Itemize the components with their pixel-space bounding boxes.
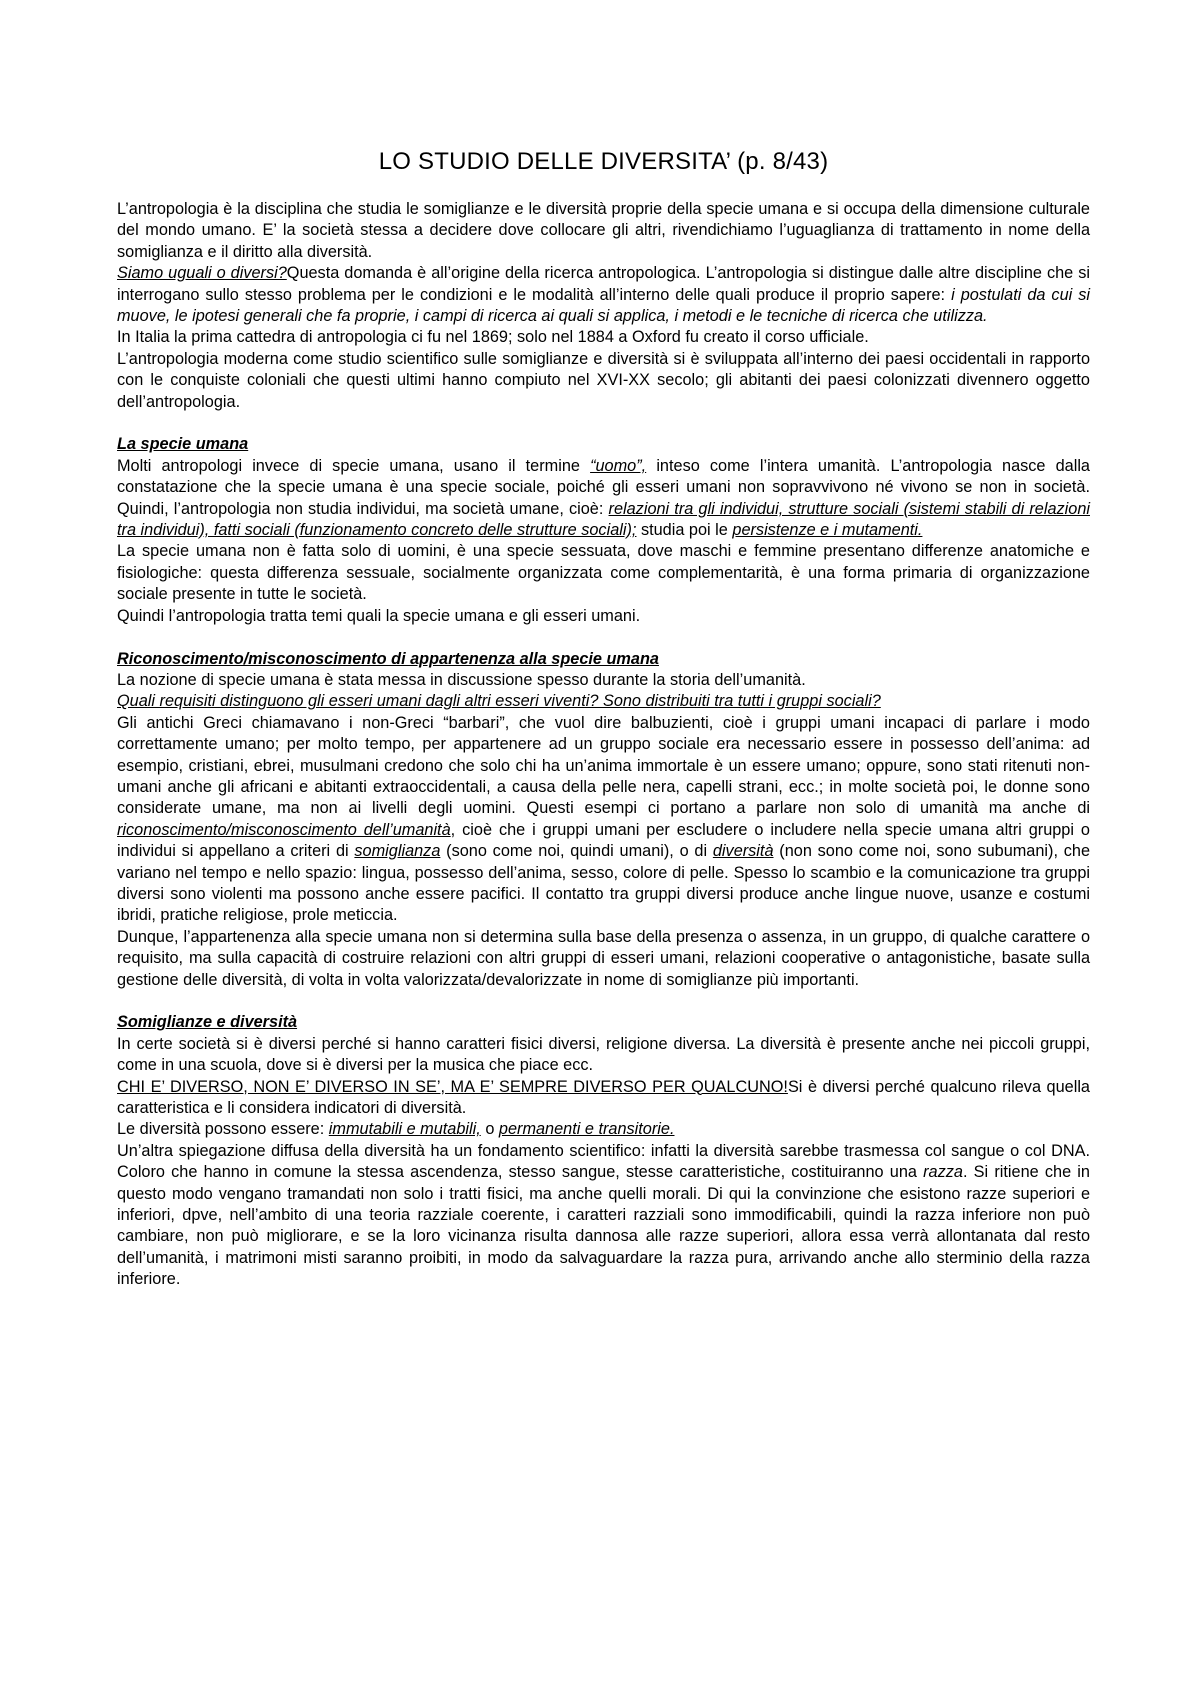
paragraph [117,1119,1090,1140]
paragraph [117,691,1090,712]
emphasized-question: Siamo uguali o diversi? [117,264,287,283]
paragraph [117,1034,1090,1077]
paragraph [117,1077,1090,1120]
text-run: o [480,1120,499,1139]
text-run: inteso come l’intera umanità. L’antropologia nasce dalla constatazione che la specie umana è una specie sociale, poiché gli esseri umani non sopravvivono né vivono se non in società. Quindi, l’antropologia non studia individui, ma società umane, cioè: [117,456,1090,518]
section-heading [117,1012,1090,1033]
text-run: In Italia la prima cattedra di antropologia ci fu nel 1869; solo nel 1884 a Oxford fu creato il corso ufficiale. [117,328,869,347]
emphasized-term: persistenze e i mutamenti. [732,521,923,540]
paragraph [117,1141,1090,1291]
emphasized-term: immutabili e mutabili, [328,1120,481,1139]
text-run: Un’altra spiegazione diffusa della diversità ha un fondamento scientifico: infatti la diversità sarebbe trasmessa col sangue o col DNA. Coloro che hanno in comune la stessa ascendenza, stesso sangue, stesse caratteristiche, costituiranno una [117,1141,1090,1182]
document-body [117,199,1090,1291]
text-run: Quindi l’antropologia tratta temi quali la specie umana e gli esseri umani. [117,606,641,625]
text-run: L’antropologia moderna come studio scientifico sulle somiglianze e diversità si è sviluppata all’interno dei paesi occidentali in rapporto con le conquiste coloniali che questi ultimi hanno compiuto nel XVI-XX secolo; gli abitanti dei paesi colonizzati divennero oggetto dell’antropologia. [117,349,1090,411]
emphasized-term: relazioni tra gli individui, strutture sociali (sistemi stabili di relazioni tra individui), fatti sociali (funzionamento concreto delle strutture sociali); [117,499,1090,540]
underlined-statement: CHI E’ DIVERSO, NON E’ DIVERSO IN SE’, MA E’ SEMPRE DIVERSO PER QUALCUNO! [117,1077,788,1096]
paragraph [117,606,1090,627]
italic-text: i postulati da cui si muove, le ipotesi generali che fa proprie, i campi di ricerca ai quali si applica, i metodi e le tecniche di ricerca che utilizza. [117,285,1090,326]
paragraph [117,713,1090,927]
text-run: In certe società si è diversi perché si hanno caratteri fisici diversi, religione diversa. La diversità è presente anche nei piccoli gruppi, come in una scuola, dove si è diversi per la musica che piace ecc. [117,1034,1090,1075]
emphasized-term: permanenti e transitorie. [498,1120,675,1139]
paragraph [117,927,1090,991]
text-run: Si è diversi perché qualcuno rileva quella caratteristica e li considera indicatori di diversità. [117,1077,1090,1118]
text-run: Le diversità possono essere: [117,1120,329,1139]
text-run: (non sono come noi, sono subumani), che variano nel tempo e nello spazio: lingua, possesso dell’anima, sesso, colore di pelle. Spesso lo scambio e la comunicazione tra gruppi diversi sono violenti ma possono anche essere pacifici. Il contatto tra gruppi diversi produce anche lingue nuove, usanze e costumi ibridi, pratiche religiose, prole meticcia. [117,842,1091,925]
section-heading-text: La specie umana [117,435,249,454]
text-run: L’antropologia è la disciplina che studia le somiglianze e le diversità proprie della specie umana e si occupa della dimensione culturale del mondo umano. E’ la società stessa a decidere dove collocare gli altri, rivendichiamo l’uguaglianza di trattamento in nome della somiglianza e il diritto alla diversità. [117,200,1090,261]
section-heading-text: Riconoscimento/misconoscimento di appartenenza alla specie umana [117,649,659,668]
text-run: La specie umana non è fatta solo di uomini, è una specie sessuata, dove maschi e femmine presentano differenze anatomiche e fisiologiche: questa differenza sessuale, socialmente organizzata come complementarità, è una forma primaria di organizzazione sociale presente in tutte le società. [117,542,1090,604]
paragraph [117,541,1090,605]
paragraph [117,199,1090,263]
text-run: studia poi le [636,521,733,540]
emphasized-question: Quali requisiti distinguono gli esseri umani dagli altri esseri viventi? Sono distribuiti tra tutti i gruppi sociali? [117,692,881,711]
emphasized-term: somiglianza [354,842,441,861]
paragraph [117,263,1090,327]
italic-text: razza [923,1163,963,1182]
text-run: (sono come noi, quindi umani), o di [440,842,713,861]
emphasized-term: riconoscimento/misconoscimento dell’umanità [117,820,451,839]
text-run: Molti antropologi invece di specie umana, usano il termine [117,456,591,475]
text-run: Questa domanda è all’origine della ricerca antropologica. L’antropologia si distingue dalle altre discipline che si interrogano sullo stesso problema per le condizioni e le modalità all’interno delle quali produce il proprio sapere: [117,264,1090,304]
paragraph [117,670,1090,691]
section-heading [117,434,1090,455]
paragraph [117,456,1090,542]
text-run: Dunque, l’appartenenza alla specie umana non si determina sulla base della presenza o assenza, in un gruppo, di qualche carattere o requisito, ma sulla capacità di costruire relazioni con altri gruppi di esseri umani, relazioni cooperative o antagonistiche, basate sulla gestione delle diversità, di volta in volta valorizzata/devalorizzate in nome di somiglianze più importanti. [117,927,1090,989]
section-heading [117,649,1090,670]
document-title: LO STUDIO DELLE DIVERSITA’ (p. 8/43) [378,148,829,175]
text-run: . Si ritiene che in questo modo vengano tramandati non solo i tratti fisici, ma anche quelli morali. Di qui la convinzione che esistono razze superiori e inferiori, dpve, nell’ambito di una teoria razziale coerente, i caratteri razziali sono immodificabili, quindi la razza inferiore non può cambiare, non può migliorare, e se la loro vicinanza risulta dannosa alle razze superiori, allora essa verrà allontanata dal resto dell’umanità, i matrimoni misti saranno proibiti, in modo da salvaguardare la razza pura, arrivando anche allo sterminio della razza inferiore. [117,1163,1090,1289]
text-run: Gli antichi Greci chiamavano i non-Greci “barbari”, che vuol dire balbuzienti, cioè i gruppi umani incapaci di parlare i modo correttamente umano; per molto tempo, per appartenere ad un gruppo sociale era necessario essere in possesso dell’anima: ad esempio, cristiani, ebrei, musulmani credono che solo chi ha un’anima immortale è un essere umano; oppure, sono stati ritenuti non-umani anche gli africani e abitanti extraoccidentali, a causa della pelle nera, capelli strani, ecc.; in molte società poi, le donne sono considerate umane, ma non ai livelli degli uomini. Questi esempi ci portano a parlare non solo di umanità ma anche di [117,713,1090,818]
paragraph [117,327,1090,348]
text-run: La nozione di specie umana è stata messa in discussione spesso durante la storia dell’umanità. [117,670,806,689]
paragraph [117,349,1090,413]
section-heading-text: Somiglianze e diversità [117,1013,298,1032]
emphasized-term: “uomo”, [590,456,647,475]
text-run: , cioè che i gruppi umani per escludere o includere nella specie umana altri gruppi o individui si appellano a criteri di [117,820,1090,861]
emphasized-term: diversità [712,842,774,861]
